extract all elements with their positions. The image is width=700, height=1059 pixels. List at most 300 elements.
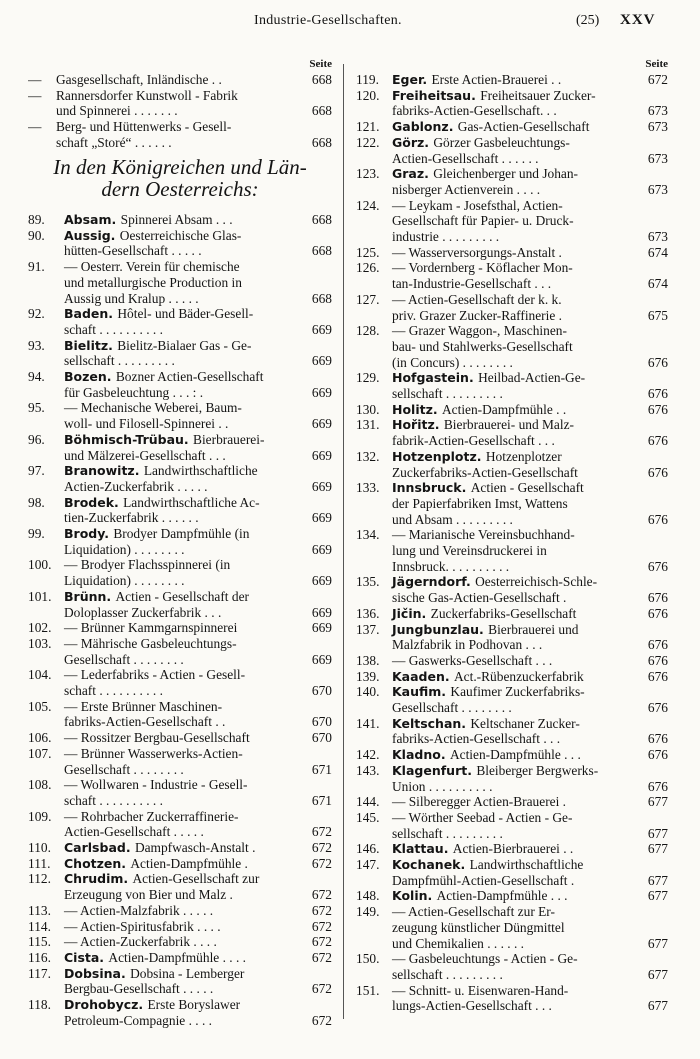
entry-number: 130. [356, 401, 380, 417]
entry-text: — Actien-Zuckerfabrik . . . . [64, 934, 217, 950]
entry-line [356, 731, 668, 747]
section-title-line: dern Oesterreichs: [101, 177, 259, 201]
index-entry [28, 400, 332, 431]
entry-line [356, 512, 668, 528]
entry-text: Bozner Actien-Gesellschaft [115, 369, 264, 384]
entry-number: 131. [356, 417, 380, 433]
entry-place: Drohobycz. [64, 997, 148, 1012]
entry-text: — Rohrbacher Zuckerraffinerie- [64, 808, 239, 824]
entry-text: und Chemikalien . . . . . . [392, 935, 525, 951]
entry-number: 149. [356, 904, 380, 920]
entry-line [356, 88, 668, 104]
entry-text: Gesellschaft . . . . . . . . [64, 651, 184, 667]
entry-text: Dampfwasch-Anstalt . [134, 840, 256, 855]
entry-text: Erste Boryslawer [147, 997, 241, 1012]
entry-line [28, 385, 332, 401]
entry-line [28, 1013, 332, 1029]
entry-page: 676 [647, 668, 668, 684]
entry-number: 98. [28, 494, 45, 510]
entry-line [28, 103, 332, 119]
index-entry [28, 871, 332, 902]
index-entry [356, 245, 668, 261]
entry-line [356, 245, 668, 261]
entry-text: tan-Industrie-Gesellschaft . . . [392, 276, 552, 292]
entry-page: 673 [647, 150, 668, 166]
entry-text: Keltschaner Zucker- [470, 715, 580, 731]
entry-text: — Wollwaren - Industrie - Gesell- [64, 777, 248, 793]
entry-number: 107. [28, 745, 52, 761]
entry-text: sellschaft . . . . . . . . . [64, 353, 175, 369]
entry-number: 136. [356, 605, 380, 621]
index-entry [28, 557, 332, 588]
entry-text: — Actien-Gesellschaft zur Er- [392, 904, 555, 920]
entry-line [356, 166, 668, 182]
entry-place: Görz. [392, 134, 434, 150]
index-entry [28, 589, 332, 620]
entry-page: 669 [311, 573, 332, 589]
index-entry [28, 338, 332, 369]
entry-line [28, 479, 332, 495]
entry-line [356, 998, 668, 1014]
entry-line [356, 119, 668, 135]
entry-place: Jičin. [392, 605, 431, 621]
entry-number: 112. [28, 871, 51, 887]
entry-line [28, 620, 332, 636]
entry-page: 677 [647, 841, 668, 857]
entry-text: fabriks-Actien-Gesellschaft. . . [392, 103, 557, 119]
entry-line [28, 714, 332, 730]
entry-place: Jägerndorf. [392, 574, 476, 590]
entry-text: — Wörther Seebad - Actien - Ge- [392, 809, 573, 825]
entry-page: 676 [647, 778, 668, 794]
entry-text: lungs-Actien-Gesellschaft . . . [392, 998, 552, 1014]
entry-text: sische Gas-Actien-Gesellschaft . [392, 590, 567, 606]
entry-text: Actien-Zuckerfabrik . . . . . [64, 478, 208, 494]
entry-place: Klagenfurt. [392, 762, 477, 778]
entry-page: 673 [647, 229, 668, 244]
index-entry [356, 260, 668, 291]
index-entry [28, 119, 332, 150]
entry-number: 115. [28, 934, 51, 950]
entry-place: Brünn. [64, 588, 116, 604]
entry-text: Zuckerfabriks-Gesellschaft [430, 605, 577, 621]
entry-page: 669 [311, 478, 332, 494]
index-entry [356, 574, 668, 605]
entry-page: 668 [311, 290, 332, 306]
entry-text: Doloplasser Zuckerfabrik . . . [64, 604, 222, 620]
index-entry [28, 950, 332, 966]
index-entry [356, 72, 668, 88]
entry-place: Bielitz. [64, 337, 118, 353]
index-entry [28, 432, 332, 463]
entry-page: 672 [647, 72, 668, 87]
entry-place: Bozen. [64, 369, 116, 384]
entry-number: 122. [356, 134, 380, 150]
entry-line [28, 966, 332, 982]
entry-number: 125. [356, 244, 380, 260]
entry-line [356, 779, 668, 795]
entry-text: Gas-Actien-Gesellschaft [457, 119, 590, 135]
entry-text: schaft „Storé“ . . . . . . [56, 134, 172, 150]
entry-place: Keltschan. [392, 715, 471, 731]
entry-line [356, 967, 668, 983]
entry-line [356, 72, 668, 88]
index-entry [356, 983, 668, 1014]
entry-text: — Brodyer Flachsspinnerei (in [64, 557, 231, 573]
entry-line [356, 182, 668, 198]
index-entry [356, 606, 668, 622]
index-entry [356, 417, 668, 448]
entry-place: Jungbunzlau. [392, 621, 489, 637]
entry-text: — Wasserversorgungs-Anstalt . [392, 244, 562, 260]
entry-number: 111. [28, 855, 51, 871]
right-seite-label: Seite [645, 58, 668, 70]
entry-text: bau- und Stahlwerks-Gesellschaft [392, 338, 573, 354]
entry-page: 669 [311, 353, 332, 369]
entry-line [28, 275, 332, 291]
entry-text: Gesellschaft . . . . . . . . [392, 700, 512, 715]
entry-text: Bierbrauerei und [488, 621, 579, 637]
entry-line [356, 684, 668, 700]
index-entry [356, 951, 668, 982]
entry-page: 677 [647, 825, 668, 841]
entry-line [28, 589, 332, 605]
entry-text: industrie . . . . . . . . . [392, 229, 500, 244]
entry-page: 676 [647, 464, 668, 480]
entry-page: 668 [311, 72, 332, 87]
entry-line [356, 229, 668, 245]
index-entry [356, 841, 668, 857]
entry-text: fabriks-Actien-Gesellschaft . . . [392, 731, 561, 747]
entry-line [28, 228, 332, 244]
entry-text: Landwirthschaftliche [469, 857, 584, 872]
entry-text: tien-Zuckerfabrik . . . . . . [64, 510, 199, 526]
entry-text: zeugung künstlicher Düngmittel [392, 919, 565, 935]
entry-text: woll- und Filosell-Spinnerei . . [64, 416, 229, 432]
entry-line [28, 259, 332, 275]
index-entry [28, 636, 332, 667]
index-entry [356, 402, 668, 418]
index-entry [28, 72, 332, 88]
entry-number: 97. [28, 463, 45, 479]
index-entry [28, 88, 332, 119]
entry-place: Klattau. [392, 841, 453, 857]
entry-line [28, 338, 332, 354]
entry-text: — Actien-Spiritusfabrik . . . . [64, 918, 221, 934]
entry-page: 671 [311, 792, 332, 808]
entry-line [28, 243, 332, 259]
entry-number: 147. [356, 857, 380, 872]
entry-line [356, 590, 668, 606]
index-entry [356, 810, 668, 841]
entry-line [28, 119, 332, 135]
entry-text: Landwirthschaftliche Ac- [123, 494, 260, 510]
entry-text: hütten-Gesellschaft . . . . . [64, 243, 202, 259]
entry-line [28, 369, 332, 385]
entry-text: und Absam . . . . . . . . . [392, 511, 513, 527]
entry-text: — Mechanische Weberei, Baum- [64, 400, 242, 416]
entry-line [356, 260, 668, 276]
entry-line [28, 72, 332, 88]
entry-text: — Rossitzer Bergbau-Gesellschaft [64, 730, 250, 746]
index-entry [28, 228, 332, 259]
entry-line [356, 355, 668, 371]
entry-text: schaft . . . . . . . . . . [64, 683, 163, 698]
entry-text: Actien-Gesellschaft zur [132, 871, 260, 887]
entry-text: nisberger Actienverein . . . . [392, 181, 541, 197]
entry-page: 673 [647, 181, 668, 197]
entry-text: Dobsina - Lemberger [130, 965, 245, 981]
entry-line [356, 983, 668, 999]
entry-dash: — [28, 119, 42, 135]
entry-number: 139. [356, 668, 380, 684]
entry-number: 114. [28, 918, 51, 934]
entry-line [356, 920, 668, 936]
entry-line [356, 103, 668, 119]
entry-line [356, 873, 668, 889]
entry-line [28, 840, 332, 856]
entry-place: Carlsbad. [64, 840, 135, 855]
entry-page: 677 [647, 888, 668, 904]
index-entry [28, 463, 332, 494]
entry-number: 123. [356, 166, 380, 182]
entry-line [356, 936, 668, 952]
index-entry [28, 620, 332, 636]
entry-number: 144. [356, 794, 380, 810]
entry-text: — Grazer Waggon-, Maschinen- [392, 323, 567, 339]
entry-number: 101. [28, 588, 52, 604]
index-entry [356, 166, 668, 197]
entry-page: 668 [311, 212, 332, 227]
entry-page: 669 [311, 541, 332, 557]
index-entry [28, 856, 332, 872]
entry-page: 676 [647, 747, 668, 763]
entry-page: 674 [647, 244, 668, 260]
entry-page: 668 [311, 134, 332, 150]
entry-dash: — [28, 72, 42, 87]
entry-line [356, 826, 668, 842]
entry-line [356, 496, 668, 512]
entry-text: Zuckerfabriks-Actien-Gesellschaft [392, 464, 578, 480]
entry-page: 670 [311, 730, 332, 746]
entry-text: Bierbrauerei- [193, 431, 265, 447]
entry-text: Hotzenplotzer [485, 448, 562, 464]
entry-number: 127. [356, 291, 380, 307]
index-entry [28, 840, 332, 856]
entry-line [356, 213, 668, 229]
page-header [0, 0, 700, 40]
entry-number: 116. [28, 949, 51, 965]
entry-line [28, 762, 332, 778]
entry-place: Baden. [64, 306, 118, 322]
entry-line [28, 824, 332, 840]
entry-page: 672 [311, 855, 332, 871]
entry-place: Eger. [392, 72, 432, 87]
entry-line [28, 353, 332, 369]
entry-page: 672 [311, 949, 332, 965]
entry-line [356, 716, 668, 732]
entry-place: Gablonz. [392, 119, 458, 135]
section-title-line: In den Königreichen und Län- [53, 155, 307, 179]
index-entry [356, 747, 668, 763]
entry-text: — Lederfabriks - Actien - Gesell- [64, 667, 246, 683]
entry-line [28, 903, 332, 919]
entry-place: Kochanek. [392, 857, 470, 872]
entry-page: 676 [647, 731, 668, 747]
entry-place: Hofgastein. [392, 370, 479, 386]
index-entry [28, 903, 332, 919]
entry-place: Freiheitsau. [392, 87, 481, 103]
entry-text: Liquidation) . . . . . . . . [64, 541, 185, 557]
entry-line [356, 904, 668, 920]
entry-page: 676 [647, 354, 668, 370]
entry-text: Heilbad-Actien-Ge- [478, 370, 586, 386]
entry-line [28, 981, 332, 997]
entry-text: Gesellschaft für Papier- u. Druck- [392, 213, 574, 229]
entry-page: 677 [647, 966, 668, 982]
entry-number: 110. [28, 840, 51, 855]
entry-line [356, 370, 668, 386]
entry-line [28, 557, 332, 573]
entry-text: Malzfabrik in Podhovan . . . [392, 637, 543, 653]
entry-text: — Gasbeleuchtungs - Actien - Ge- [392, 951, 578, 967]
entry-page: 672 [311, 981, 332, 997]
entry-text: schaft . . . . . . . . . . [64, 792, 163, 808]
entry-page: 677 [647, 794, 668, 810]
entry-place: Kladno. [392, 747, 450, 763]
entry-number: 150. [356, 951, 380, 967]
entry-line [356, 637, 668, 653]
entry-text: schaft . . . . . . . . . . [64, 321, 163, 337]
entry-line [356, 433, 668, 449]
entry-page: 671 [311, 761, 332, 777]
entry-text: — Marianische Vereinsbuchhand- [392, 527, 575, 543]
entry-line [28, 212, 332, 228]
entry-text: Bergbau-Gesellschaft . . . . . [64, 981, 214, 997]
entry-page: 676 [647, 386, 668, 401]
entry-number: 151. [356, 982, 380, 998]
entry-text: Rannersdorfer Kunstwoll - Fabrik [56, 87, 238, 103]
entry-text: Kaufimer Zuckerfabriks- [450, 684, 585, 700]
entry-text: Gasgesellschaft, Inländische . . [56, 72, 222, 87]
entry-text: Freiheitsauer Zucker- [480, 87, 596, 103]
entry-line [356, 888, 668, 904]
entry-line [28, 636, 332, 652]
entry-page: 669 [311, 620, 332, 636]
entry-text: Actien-Bierbrauerei . . [452, 841, 574, 857]
entry-number: 124. [356, 197, 380, 213]
entry-number: 142. [356, 747, 380, 763]
entry-text: Act.-Rübenzuckerfabrik [453, 668, 584, 684]
entry-place: Cista. [64, 949, 109, 965]
entry-page: 676 [647, 511, 668, 527]
entry-line [28, 793, 332, 809]
entry-page: 673 [647, 119, 668, 135]
index-entry [356, 904, 668, 951]
entry-line [28, 306, 332, 322]
entry-line [28, 88, 332, 104]
index-entry [28, 306, 332, 337]
entry-number: 117. [28, 965, 51, 981]
entry-line [28, 432, 332, 448]
entry-page: 675 [647, 307, 668, 323]
entry-number: 145. [356, 809, 380, 825]
entry-page: 676 [647, 401, 668, 417]
index-entry [356, 119, 668, 135]
entry-line [28, 950, 332, 966]
entry-number: 132. [356, 448, 380, 464]
page-number: (25) [576, 13, 600, 28]
entry-line [28, 809, 332, 825]
entry-line [356, 151, 668, 167]
entry-text: Actien-Dampfmühle . . [441, 401, 567, 417]
entry-page: 676 [647, 605, 668, 621]
entry-number: 94. [28, 369, 45, 384]
index-entry [356, 449, 668, 480]
entry-line [356, 810, 668, 826]
entry-line [356, 527, 668, 543]
entry-number: 140. [356, 684, 380, 700]
entry-line [28, 416, 332, 432]
entry-page: 672 [311, 934, 332, 950]
entry-text: — Schnitt- u. Eisenwaren-Hand- [392, 982, 569, 998]
entry-number: 95. [28, 400, 45, 416]
entry-page: 672 [311, 824, 332, 840]
entry-number: 121. [356, 119, 380, 135]
entry-number: 128. [356, 323, 380, 339]
entry-line [28, 919, 332, 935]
entry-page: 677 [647, 998, 668, 1014]
entry-page: 677 [647, 935, 668, 951]
entry-number: 119. [356, 72, 379, 87]
entry-text: Oesterreichische Glas- [119, 227, 242, 243]
entry-line [28, 605, 332, 621]
entry-number: 126. [356, 260, 380, 276]
entry-number: 104. [28, 667, 52, 683]
entry-number: 118. [28, 997, 51, 1012]
entry-number: 143. [356, 762, 380, 778]
entry-text: sellschaft . . . . . . . . . [392, 966, 503, 982]
entry-text: Berg- und Hüttenwerks - Gesell- [56, 119, 232, 135]
entry-place: Brody. [64, 526, 114, 541]
entry-text: Erste Actien-Brauerei . . [431, 72, 562, 87]
entry-place: Absam. [64, 212, 121, 227]
entry-page: 676 [647, 433, 668, 449]
entry-place: Graz. [392, 166, 434, 182]
entry-line [28, 542, 332, 558]
entry-line [356, 653, 668, 669]
index-entry [356, 857, 668, 888]
entry-line [356, 574, 668, 590]
index-entry [356, 888, 668, 904]
index-entry [356, 669, 668, 685]
entry-number: 96. [28, 431, 45, 447]
entry-line [28, 573, 332, 589]
entry-page: 672 [311, 918, 332, 934]
entry-line [356, 559, 668, 575]
entry-page: 669 [311, 604, 332, 620]
index-entry [356, 135, 668, 166]
entry-line [28, 291, 332, 307]
entry-text: Landwirthschaftliche [143, 463, 258, 479]
entry-text: Actien-Dampfmühle . . . [436, 888, 568, 904]
entry-number: 99. [28, 526, 45, 541]
index-entry [356, 88, 668, 119]
entry-text: Bierbrauerei- und Malz- [443, 417, 574, 433]
entry-number: 146. [356, 841, 380, 857]
entry-page: 672 [311, 887, 332, 903]
entry-page: 669 [311, 447, 332, 463]
